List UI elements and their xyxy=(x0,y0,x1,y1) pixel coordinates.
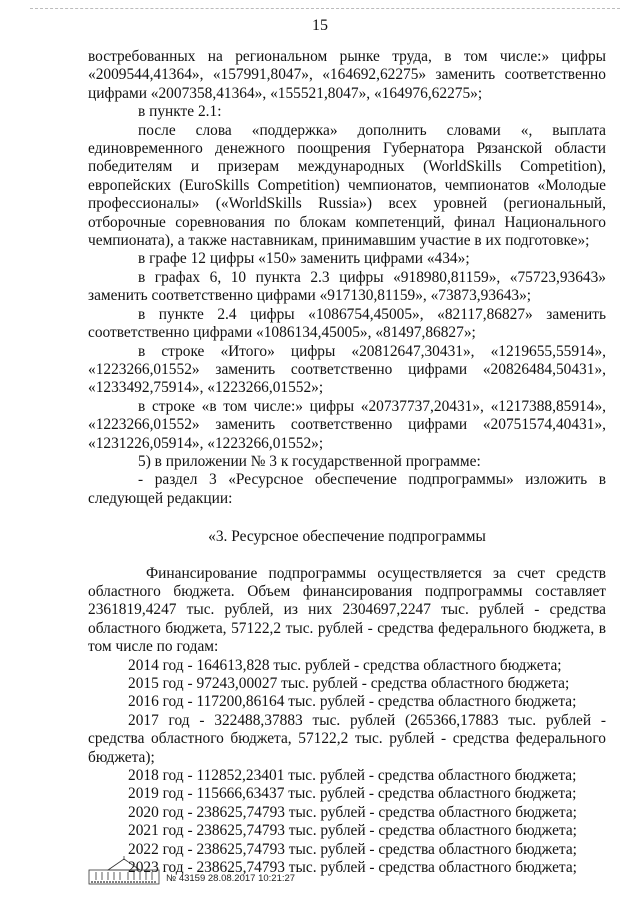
paragraph: после слова «поддержка» дополнить словами «, выплата единовременного денежного поощрения Губернатора Рязанской области победителям и призерам международных (WorldSkills Competition), европейских (EuroSkills Competition) чемпионатов, чемпионатов «Молодые профессионалы» («WorldSkills Russia») всех уровней (региональный, отборочные соревнования по блокам компетенций, финал Национального чемпионата), а также наставникам, принимавшим участие в их подготовке»; xyxy=(88,121,606,250)
year-line: 2015 год - 97243,00027 тыс. рублей - средства областного бюджета; xyxy=(128,675,570,692)
page-number: 15 xyxy=(312,17,328,34)
registration-stamp: № 43159 28.08.2017 10:21:27 xyxy=(166,873,296,884)
paragraph: в графах 6, 10 пункта 2.3 цифры «918980,81159», «75723,93643» заменить соответственно цифрами «917130,81159», «73873,93643»; xyxy=(88,268,606,305)
year-line: 2014 год - 164613,828 тыс. рублей - средства областного бюджета; xyxy=(128,656,562,674)
year-line: 2017 год - 322488,37883 тыс. рублей (265366,17883 тыс. рублей - средства областного бюджета, 57122,2 тыс. рублей - средства федерального бюджета); xyxy=(88,711,606,766)
paragraph: - раздел 3 «Ресурсное обеспечение подпрограммы» изложить в следующей редакции: xyxy=(88,471,606,507)
paragraph: востребованных на региональном рынке труда, в том числе:» цифры «2009544,41364», «157991,8047», «164692,62275» заменить соответственно цифрами «2007358,41364», «155521,8047», «164976,62275»; xyxy=(88,48,606,102)
year-line: 2021 год - 238625,74793 тыс. рублей - средства областного бюджета; xyxy=(128,822,577,840)
document-body xyxy=(88,48,606,877)
year-line: 2019 год - 115666,63437 тыс. рублей - средства областного бюджета; xyxy=(128,785,577,803)
paragraph: в строке «в том числе:» цифры «20737737,20431», «1217388,85914», «1223266,01552» заменить соответственно цифрами «20751574,40431», «1231226,05914», «1223266,01552»; xyxy=(88,397,606,452)
page-top-border xyxy=(30,8,620,9)
paragraph: в пункте 2.1: xyxy=(138,103,222,121)
year-line: 2023 год - 238625,74793 тыс. рублей - средства областного бюджета; xyxy=(128,859,577,877)
paragraph: в пункте 2.4 цифры «1086754,45005», «82117,86827» заменить соответственно цифрами «1086134,45005», «81497,86827»; xyxy=(88,305,606,342)
footer xyxy=(88,856,295,886)
paragraph: 5) в приложении № 3 к государственной программе: xyxy=(138,452,481,470)
year-line: 2022 год - 238625,74793 тыс. рублей - средства областного бюджета; xyxy=(128,840,577,858)
financing-paragraph: Финансирование подпрограммы осуществляется за счет средств областного бюджета. Объем финансирования подпрограммы составляет 2361819,4247 тыс. рублей, из них 2304697,2247 тыс. рублей - средства областного бюджета, 57122,2 тыс. рублей - средства федерального бюджета, в том числе по годам: xyxy=(88,564,606,656)
paragraph: в строке «Итого» цифры «20812647,30431», «1219655,55914», «1223266,01552» заменить соответственно цифрами «20826484,50431», «1233492,75914», «1223266,01552»; xyxy=(88,342,606,397)
government-building-stamp-icon xyxy=(88,856,160,886)
year-line: 2020 год - 238625,74793 тыс. рублей - средства областного бюджета; xyxy=(128,803,577,821)
section-heading: «3. Ресурсное обеспечение подпрограммы xyxy=(208,528,486,546)
year-line: 2016 год - 117200,86164 тыс. рублей - средства областного бюджета; xyxy=(128,693,577,711)
year-line: 2018 год - 112852,23401 тыс. рублей - средства областного бюджета; xyxy=(128,767,577,785)
paragraph: в графе 12 цифры «150» заменить цифрами «434»; xyxy=(138,250,470,268)
